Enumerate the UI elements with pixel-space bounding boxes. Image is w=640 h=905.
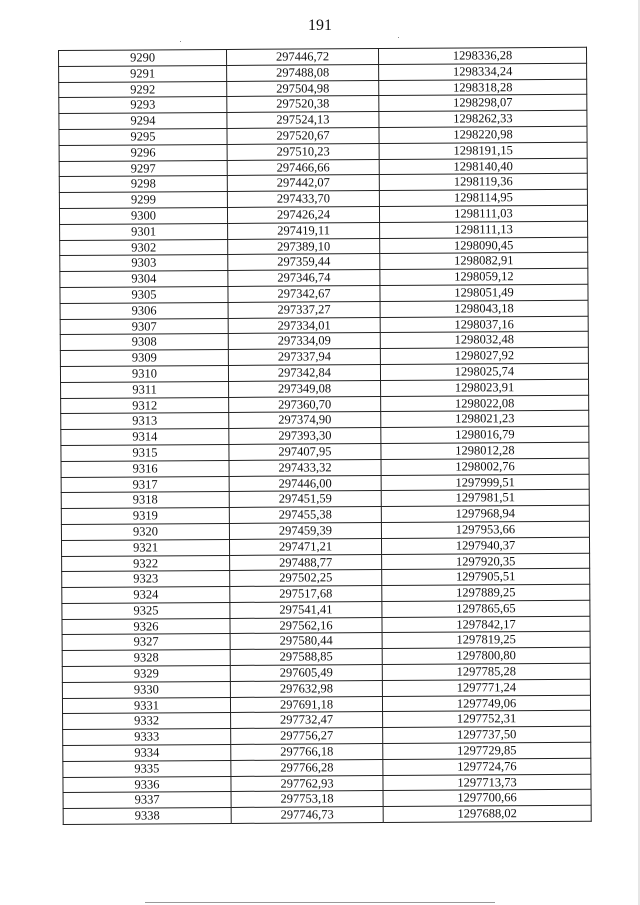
y-coordinate-cell: 1297953,66 [381,521,589,538]
y-coordinate-cell: 1297819,25 [382,632,590,649]
y-coordinate-cell: 1298318,28 [379,79,587,96]
point-number-cell: 9323 [62,571,230,588]
point-number-cell: 9298 [59,176,227,193]
point-number-cell: 9290 [59,49,227,66]
point-number-cell: 9322 [62,555,230,572]
scan-speck [398,37,399,38]
point-number-cell: 9296 [59,144,227,161]
point-number-cell: 9317 [61,476,229,493]
x-coordinate-cell: 297605,49 [230,665,382,682]
page-number: 191 [308,17,332,34]
x-coordinate-cell: 297588,85 [230,649,382,666]
coordinates-table-container [58,47,591,825]
x-coordinate-cell: 297342,84 [228,364,380,381]
x-coordinate-cell: 297520,67 [227,128,379,145]
x-coordinate-cell: 297393,30 [229,428,381,445]
y-coordinate-cell: 1298016,79 [381,426,589,443]
x-coordinate-cell: 297746,73 [231,807,383,824]
x-coordinate-cell: 297433,70 [227,191,379,208]
point-number-cell: 9335 [63,760,231,777]
x-coordinate-cell: 297360,70 [229,396,381,413]
scan-speck [180,41,181,42]
point-number-cell: 9305 [60,286,228,303]
y-coordinate-cell: 1298191,15 [379,142,587,159]
point-number-cell: 9336 [63,776,231,793]
x-coordinate-cell: 297766,28 [231,759,383,776]
y-coordinate-cell: 1297771,24 [382,679,590,696]
y-coordinate-cell: 1298002,76 [381,458,589,475]
point-number-cell: 9330 [62,681,230,698]
point-number-cell: 9306 [60,302,228,319]
x-coordinate-cell: 297580,44 [230,633,382,650]
y-coordinate-cell: 1298090,45 [380,237,588,254]
point-number-cell: 9293 [59,97,227,114]
y-coordinate-cell: 1298082,91 [380,253,588,270]
x-coordinate-cell: 297562,16 [230,617,382,634]
point-number-cell: 9333 [63,729,231,746]
point-number-cell: 9327 [62,634,230,651]
point-number-cell: 9309 [60,350,228,367]
x-coordinate-cell: 297756,27 [231,728,383,745]
x-coordinate-cell: 297334,09 [228,333,380,350]
point-number-cell: 9307 [60,318,228,335]
x-coordinate-cell: 297451,59 [229,491,381,508]
y-coordinate-cell: 1297724,76 [383,758,591,775]
x-coordinate-cell: 297466,66 [227,159,379,176]
y-coordinate-cell: 1298051,49 [380,284,588,301]
y-coordinate-cell: 1298114,95 [379,189,587,206]
table-row [63,806,591,825]
x-coordinate-cell: 297446,00 [229,475,381,492]
point-number-cell: 9297 [59,160,227,177]
y-coordinate-cell: 1297800,80 [382,648,590,665]
x-coordinate-cell: 297471,21 [229,538,381,555]
x-coordinate-cell: 297337,27 [228,301,380,318]
y-coordinate-cell: 1297729,85 [383,742,591,759]
point-number-cell: 9334 [63,745,231,762]
x-coordinate-cell: 297504,98 [227,80,379,97]
y-coordinate-cell: 1297785,28 [382,663,590,680]
x-coordinate-cell: 297334,01 [228,317,380,334]
x-coordinate-cell: 297433,32 [229,459,381,476]
x-coordinate-cell: 297374,90 [229,412,381,429]
y-coordinate-cell: 1297737,50 [383,727,591,744]
point-number-cell: 9318 [61,492,229,509]
y-coordinate-cell: 1298037,16 [380,316,588,333]
y-coordinate-cell: 1297905,51 [382,569,590,586]
y-coordinate-cell: 1297752,31 [383,711,591,728]
x-coordinate-cell: 297632,98 [230,680,382,697]
x-coordinate-cell: 297753,18 [231,791,383,808]
point-number-cell: 9304 [60,271,228,288]
coordinates-table-body [59,47,592,824]
x-coordinate-cell: 297455,38 [229,507,381,524]
x-coordinate-cell: 297520,38 [227,96,379,113]
x-coordinate-cell: 297488,77 [230,554,382,571]
y-coordinate-cell: 1298025,74 [380,363,588,380]
x-coordinate-cell: 297346,74 [228,270,380,287]
point-number-cell: 9292 [59,81,227,98]
y-coordinate-cell: 1298032,48 [380,332,588,349]
x-coordinate-cell: 297337,94 [228,349,380,366]
x-coordinate-cell: 297419,11 [228,222,380,239]
x-coordinate-cell: 297349,08 [229,380,381,397]
point-number-cell: 9302 [60,239,228,256]
point-number-cell: 9316 [61,460,229,477]
point-number-cell: 9291 [59,65,227,82]
point-number-cell: 9308 [60,334,228,351]
point-number-cell: 9338 [63,808,231,825]
scan-edge-line [145,902,495,903]
point-number-cell: 9313 [61,413,229,430]
point-number-cell: 9328 [62,650,230,667]
point-number-cell: 9326 [62,618,230,635]
y-coordinate-cell: 1297920,35 [382,553,590,570]
point-number-cell: 9295 [59,128,227,145]
y-coordinate-cell: 1297700,66 [383,790,591,807]
point-number-cell: 9329 [62,666,230,683]
x-coordinate-cell: 297510,23 [227,143,379,160]
y-coordinate-cell: 1298027,92 [380,347,588,364]
x-coordinate-cell: 297389,10 [228,238,380,255]
point-number-cell: 9337 [63,792,231,809]
point-number-cell: 9325 [62,602,230,619]
y-coordinate-cell: 1298336,28 [378,47,586,64]
point-number-cell: 9300 [59,207,227,224]
y-coordinate-cell: 1297688,02 [383,806,591,823]
y-coordinate-cell: 1298111,03 [379,205,587,222]
x-coordinate-cell: 297732,47 [231,712,383,729]
x-coordinate-cell: 297541,41 [230,601,382,618]
y-coordinate-cell: 1298023,91 [381,379,589,396]
x-coordinate-cell: 297407,95 [229,443,381,460]
y-coordinate-cell: 1298220,98 [379,126,587,143]
y-coordinate-cell: 1298059,12 [380,268,588,285]
x-coordinate-cell: 297766,18 [231,744,383,761]
point-number-cell: 9331 [62,697,230,714]
y-coordinate-cell: 1297999,51 [381,474,589,491]
x-coordinate-cell: 297691,18 [230,696,382,713]
point-number-cell: 9303 [60,255,228,272]
coordinates-table [58,47,592,825]
y-coordinate-cell: 1298334,24 [379,63,587,80]
y-coordinate-cell: 1298262,33 [379,110,587,127]
y-coordinate-cell: 1298021,23 [381,411,589,428]
point-number-cell: 9320 [61,523,229,540]
point-number-cell: 9311 [61,381,229,398]
y-coordinate-cell: 1298043,18 [380,300,588,317]
y-coordinate-cell: 1298111,13 [380,221,588,238]
x-coordinate-cell: 297502,25 [230,570,382,587]
point-number-cell: 9332 [63,713,231,730]
y-coordinate-cell: 1297940,37 [381,537,589,554]
point-number-cell: 9310 [60,365,228,382]
y-coordinate-cell: 1298012,28 [381,442,589,459]
y-coordinate-cell: 1297981,51 [381,490,589,507]
y-coordinate-cell: 1297842,17 [382,616,590,633]
y-coordinate-cell: 1297713,73 [383,774,591,791]
x-coordinate-cell: 297488,08 [227,64,379,81]
point-number-cell: 9294 [59,113,227,130]
point-number-cell: 9321 [61,539,229,556]
point-number-cell: 9312 [61,397,229,414]
y-coordinate-cell: 1297749,06 [382,695,590,712]
x-coordinate-cell: 297446,72 [226,49,378,66]
y-coordinate-cell: 1297865,65 [382,600,590,617]
point-number-cell: 9319 [61,508,229,525]
x-coordinate-cell: 297459,39 [229,522,381,539]
point-number-cell: 9299 [59,192,227,209]
x-coordinate-cell: 297762,93 [231,775,383,792]
y-coordinate-cell: 1297968,94 [381,505,589,522]
x-coordinate-cell: 297524,13 [227,112,379,129]
x-coordinate-cell: 297442,07 [227,175,379,192]
x-coordinate-cell: 297517,68 [230,586,382,603]
y-coordinate-cell: 1297889,25 [382,584,590,601]
point-number-cell: 9324 [62,587,230,604]
x-coordinate-cell: 297426,24 [227,207,379,224]
y-coordinate-cell: 1298140,40 [379,158,587,175]
point-number-cell: 9314 [61,429,229,446]
x-coordinate-cell: 297359,44 [228,254,380,271]
y-coordinate-cell: 1298298,07 [379,95,587,112]
y-coordinate-cell: 1298022,08 [381,395,589,412]
point-number-cell: 9315 [61,444,229,461]
y-coordinate-cell: 1298119,36 [379,174,587,191]
point-number-cell: 9301 [60,223,228,240]
x-coordinate-cell: 297342,67 [228,285,380,302]
